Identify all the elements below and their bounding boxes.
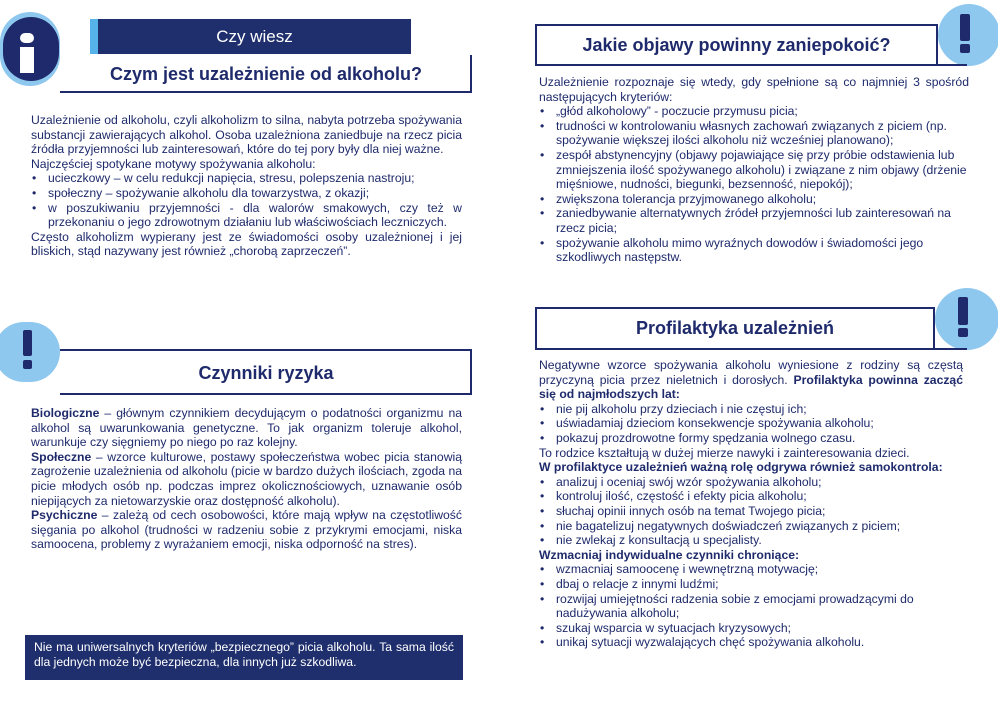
list-item: • unikaj sytuacji wyzwalających chęć spożywania alkoholu. [539, 635, 963, 650]
symptoms-intro: Uzależnienie rozpoznaje się wtedy, gdy spełnione są co najmniej 3 spośród następujących kryteriów: [539, 75, 969, 104]
exclamation-icon [935, 288, 998, 350]
list-item: • spożywanie alkoholu mimo wyraźnych dowodów i świadomości jego szkodliwych następstw. [539, 236, 969, 265]
motives-list [31, 171, 462, 229]
intro-section [31, 113, 462, 259]
protective-heading: Wzmacniaj indywidualne czynniki chroniące: [539, 547, 800, 562]
prevention-list-self [539, 475, 963, 548]
list-item: • słuchaj opinii innych osób na temat Twojego picia; [539, 504, 963, 519]
list-item: • nie bagatelizuj negatywnych doświadczeń związanych z piciem; [539, 519, 963, 534]
exclamation-icon [938, 4, 998, 66]
self-control-heading: W profilaktyce uzależnień ważną rolę odgrywa również samokontrola: [539, 460, 943, 475]
list-item: • wzmacniaj samoocenę i wewnętrzną motywację; [539, 562, 963, 577]
list-item: • społeczny – spożywanie alkoholu dla towarzystwa, z okazji; [31, 186, 462, 201]
banner-label: Czy wiesz [216, 27, 293, 46]
list-item: • kontroluj ilość, częstość i efekty picia alkoholu; [539, 489, 963, 504]
parents-paragraph: To rodzice kształtują w dużej mierze nawyki i zainteresowania dzieci. [539, 445, 910, 460]
note-box [25, 635, 463, 680]
symptoms-section [539, 75, 969, 265]
section-heading-what-is: Czym jest uzależnienie od alkoholu? [109, 64, 423, 84]
prevention-list-children [539, 402, 963, 446]
list-item: • trudności w kontrolowaniu własnych zachowań związanych z piciem (np. spożywanie większej ilości alkoholu niż wcześniej planowano); [539, 119, 969, 148]
section-heading-prevention: Profilaktyka uzależnień [535, 307, 935, 350]
symptoms-list [539, 104, 969, 265]
section-heading-risk: Czynniki ryzyka [198, 363, 334, 383]
denial-paragraph: Często alkoholizm wypierany jest ze świadomości osoby uzależnionej i jej bliskich, stąd nazywany jest również „chorobą zaprzeczeń”. [31, 229, 462, 259]
motives-intro: Najczęściej spotykane motywy spożywania alkoholu: [31, 156, 316, 171]
list-item: • w poszukiwaniu przyjemności - dla walorów smakowych, czy też w przekonaniu o jego zdrowotnym działaniu lub właściwościach leczniczych. [31, 201, 462, 230]
list-item: • zaniedbywanie alternatywnych źródeł przyjemności lub zainteresowań na rzecz picia; [539, 206, 969, 235]
exclamation-icon [0, 322, 60, 382]
risk-social: Społeczne – wzorce kulturowe, postawy społeczeństwa wobec picia stanowią zagrożenie uzależnienia od alkoholu (picie w bardzo dużych ilościach, zgoda na picie młodych osób np. podczas imprez okolicznościowych, uznawanie osób niepijących za nietowarzyskie oraz dostępność alkoholu). [31, 449, 462, 508]
list-item: • ucieczkowy – w celu redukcji napięcia, stresu, polepszenia nastroju; [31, 171, 462, 186]
prevention-list-protective [539, 562, 963, 650]
list-item: • szukaj wsparcia w sytuacjach kryzysowych; [539, 621, 963, 636]
risk-biological: Biologiczne – głównym czynnikiem decydującym o podatności organizmu na alkohol są uwarunkowania genetyczne. To jak organizm toleruje alkohol, warunkuje czy sięgniemy po niego po raz kolejny. [31, 406, 462, 450]
list-item: • nie zwlekaj z konsultacją u specjalisty. [539, 533, 963, 548]
list-item: • dbaj o relacje z innymi ludźmi; [539, 577, 963, 592]
banner [90, 19, 411, 54]
list-item: • zwiększona tolerancja przyjmowanego alkoholu; [539, 192, 969, 207]
risk-psychological: Psychiczne – zależą od cech osobowości, które mają wpływ na częstotliwość sięgania po alkohol (trudności w radzeniu sobie z przykrymi emocjami, niska samoocena, problemy z wyrażaniem emocji, niska odporność na stres). [31, 508, 462, 552]
list-item: • uświadamiaj dzieciom konsekwencje spożywania alkoholu; [539, 416, 963, 431]
note-text: Nie ma uniwersalnych kryteriów „bezpiecznego” picia alkoholu. Ta sama ilość dla jednych może być bezpieczna, dla innych już szkodliwa. [34, 640, 454, 669]
list-item: • zespół abstynencyjny (objawy pojawiające się przy próbie odstawienia lub zmniejszenia ilość spożywanego alkoholu) i związane z nim objawy (drżenie mięśniowe, nudności, biegunki, bezsenność, niepokój); [539, 148, 969, 192]
prevention-section [539, 358, 963, 650]
list-item: • nie pij alkoholu przy dzieciach i nie częstuj ich; [539, 402, 963, 417]
list-item: • pokazuj prozdrowotne formy spędzania wolnego czasu. [539, 431, 963, 446]
list-item: • „głód alkoholowy” - poczucie przymusu picia; [539, 104, 969, 119]
prevention-intro: Negatywne wzorce spożywania alkoholu wyniesione z rodziny są częstą przyczyną picia przez nieletnich i dorosłych. Profilaktyka powinna zacząć się od najmłodszych lat: [539, 358, 963, 402]
list-item: • analizuj i oceniaj swój wzór spożywania alkoholu; [539, 475, 963, 490]
risk-section [31, 406, 462, 552]
info-icon [0, 12, 60, 86]
section-heading-symptoms: Jakie objawy powinny zaniepokoić? [535, 24, 938, 66]
list-item: • rozwijaj umiejętności radzenia sobie z emocjami prowadzącymi do nadużywania alkoholu; [539, 592, 963, 621]
intro-paragraph: Uzależnienie od alkoholu, czyli alkoholizm to silna, nabyta potrzeba spożywania substancji zawierających alkohol. Osoba uzależniona zaniedbuje na rzecz picia źródła przyjemności lub zainteresowań, które do tej pory były dla niej ważne. [31, 113, 462, 157]
